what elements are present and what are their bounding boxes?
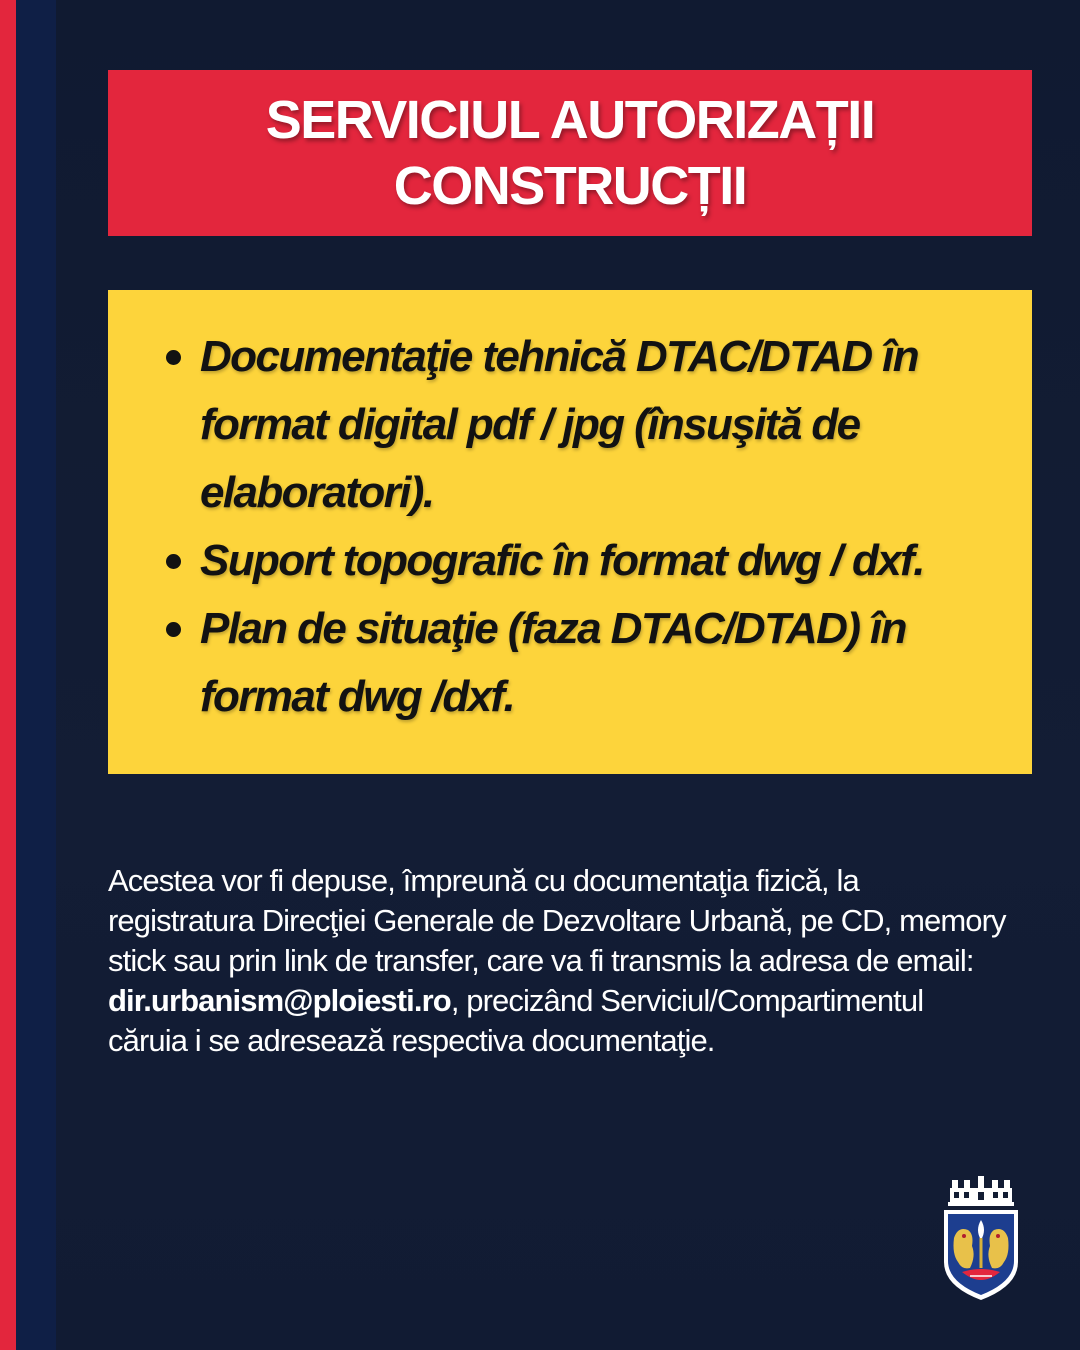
body-text-part1: Acestea vor fi depuse, împreună cu documentaţia fizică, la registratura Direcţiei Generale de Dezvoltare Urbană, pe CD, memory stick sau prin link de transfer, care va fi transmis la adresa de email: xyxy=(108,863,1006,978)
list-item-line: format digital pdf / jpg (însuşită de xyxy=(200,400,860,449)
bullet-icon xyxy=(166,622,181,637)
crown-icon xyxy=(948,1176,1014,1206)
bullet-icon xyxy=(166,350,181,365)
requirements-list xyxy=(168,323,1012,731)
ploiesti-coat-of-arms-icon xyxy=(940,1176,1022,1302)
list-item xyxy=(168,323,1012,527)
list-item-line: Plan de situaţie (faza DTAC/DTAD) în xyxy=(200,604,906,653)
left-red-stripe xyxy=(0,0,16,1350)
title-line-2: CONSTRUCȚII xyxy=(393,156,747,216)
left-navy-stripe xyxy=(16,0,56,1350)
email-address[interactable]: dir.urbanism@ploiesti.ro xyxy=(108,983,451,1018)
list-item-line: format dwg /dxf. xyxy=(200,672,515,721)
title-line-1: SERVICIUL AUTORIZAȚII xyxy=(265,90,875,150)
title-banner xyxy=(108,70,1032,236)
list-item-line: Documentaţie tehnică DTAC/DTAD în xyxy=(200,332,919,381)
requirements-box xyxy=(108,290,1032,774)
list-item-line: elaboratori). xyxy=(200,468,434,517)
body-text-part2: , precizând Serviciul/Compartimentul căruia i se adresează respectiva documentaţie. xyxy=(108,983,924,1058)
list-item xyxy=(168,595,1012,731)
bullet-icon xyxy=(166,554,181,569)
list-item xyxy=(168,527,1012,595)
body-paragraph xyxy=(108,861,1008,1061)
list-item-line: Suport topografic în format dwg / dxf. xyxy=(200,536,924,585)
